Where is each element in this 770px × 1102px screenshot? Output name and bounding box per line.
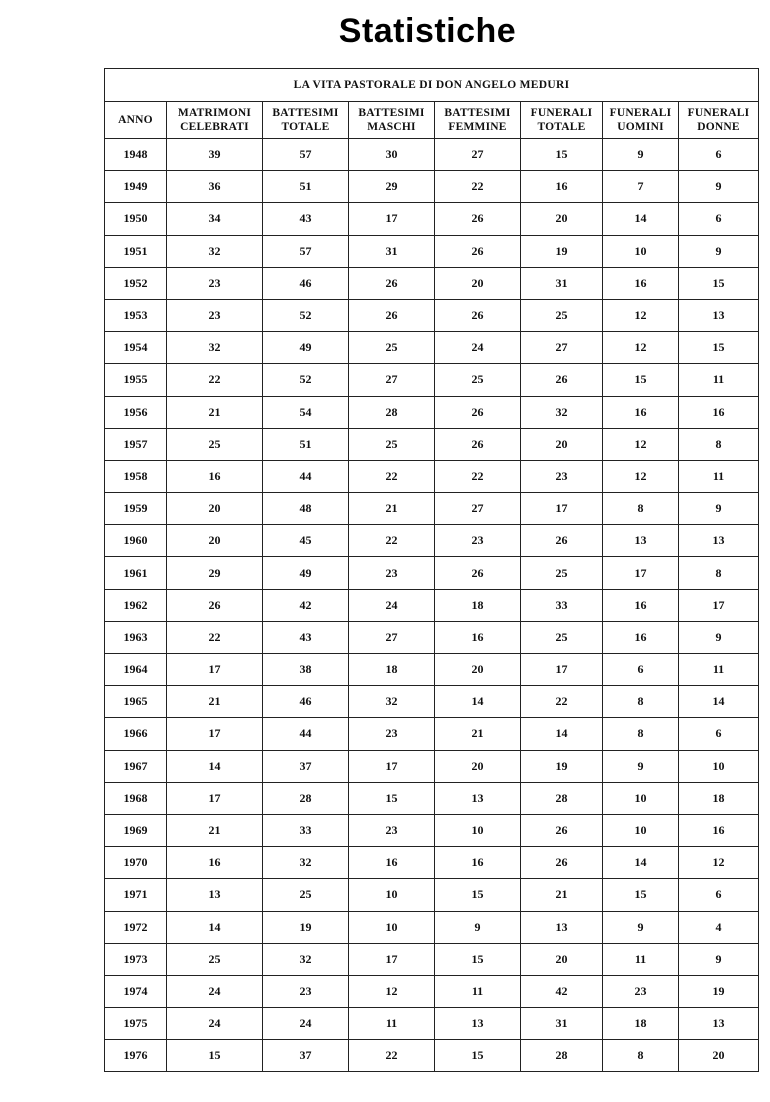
table-cell: 31 <box>521 267 603 299</box>
table-cell: 22 <box>349 460 435 492</box>
table-cell: 8 <box>679 428 759 460</box>
table-cell: 21 <box>167 396 263 428</box>
table-cell: 26 <box>435 235 521 267</box>
table-cell: 23 <box>349 814 435 846</box>
table-cell: 27 <box>349 621 435 653</box>
table-cell: 32 <box>167 332 263 364</box>
table-cell: 19 <box>521 235 603 267</box>
table-cell: 23 <box>167 299 263 331</box>
table-cell: 8 <box>603 686 679 718</box>
table-cell: 27 <box>435 493 521 525</box>
header-battesimi-maschi <box>349 102 435 139</box>
table-cell: 25 <box>167 428 263 460</box>
table-cell: 33 <box>521 589 603 621</box>
table-row <box>105 557 759 589</box>
table-cell: 16 <box>679 396 759 428</box>
table-row <box>105 654 759 686</box>
table-cell: 26 <box>167 589 263 621</box>
table-cell: 17 <box>167 782 263 814</box>
table-cell: 45 <box>263 525 349 557</box>
table-cell: 25 <box>349 332 435 364</box>
table-row <box>105 267 759 299</box>
table-cell: 28 <box>349 396 435 428</box>
table-row <box>105 847 759 879</box>
year-cell: 1962 <box>105 589 167 621</box>
header-line: FUNERALI <box>609 107 672 119</box>
table-header-row <box>105 102 759 139</box>
table-cell: 57 <box>263 235 349 267</box>
table-cell: 22 <box>435 171 521 203</box>
table-cell: 10 <box>349 911 435 943</box>
table-cell: 17 <box>521 654 603 686</box>
table-row <box>105 299 759 331</box>
table-cell: 18 <box>349 654 435 686</box>
table-cell: 15 <box>349 782 435 814</box>
year-cell: 1958 <box>105 460 167 492</box>
table-cell: 23 <box>349 718 435 750</box>
table-cell: 20 <box>521 943 603 975</box>
table-row <box>105 686 759 718</box>
table-row <box>105 332 759 364</box>
table-row <box>105 460 759 492</box>
table-cell: 10 <box>603 782 679 814</box>
table-cell: 24 <box>349 589 435 621</box>
table-cell: 21 <box>435 718 521 750</box>
year-cell: 1967 <box>105 750 167 782</box>
table-cell: 27 <box>349 364 435 396</box>
table-cell: 16 <box>349 847 435 879</box>
table-cell: 16 <box>167 847 263 879</box>
table-row <box>105 879 759 911</box>
year-cell: 1976 <box>105 1040 167 1072</box>
table-cell: 30 <box>349 139 435 171</box>
header-funerali-totale <box>521 102 603 139</box>
table-cell: 27 <box>435 139 521 171</box>
table-cell: 43 <box>263 203 349 235</box>
table-cell: 9 <box>679 493 759 525</box>
table-cell: 12 <box>603 428 679 460</box>
table-cell: 23 <box>603 975 679 1007</box>
table-cell: 25 <box>521 557 603 589</box>
table-cell: 57 <box>263 139 349 171</box>
table-cell: 17 <box>167 718 263 750</box>
table-cell: 13 <box>603 525 679 557</box>
table-cell: 34 <box>167 203 263 235</box>
table-cell: 16 <box>603 396 679 428</box>
table-cell: 10 <box>435 814 521 846</box>
table-cell: 20 <box>435 750 521 782</box>
year-cell: 1953 <box>105 299 167 331</box>
table-cell: 44 <box>263 460 349 492</box>
table-cell: 18 <box>603 1008 679 1040</box>
table-cell: 20 <box>521 203 603 235</box>
table-cell: 12 <box>603 460 679 492</box>
year-cell: 1963 <box>105 621 167 653</box>
year-cell: 1951 <box>105 235 167 267</box>
table-cell: 31 <box>349 235 435 267</box>
table-cell: 13 <box>521 911 603 943</box>
table-cell: 14 <box>521 718 603 750</box>
year-cell: 1955 <box>105 364 167 396</box>
table-cell: 10 <box>603 235 679 267</box>
table-cell: 13 <box>435 1008 521 1040</box>
table-cell: 12 <box>679 847 759 879</box>
table-cell: 28 <box>521 782 603 814</box>
table-cell: 28 <box>263 782 349 814</box>
table-cell: 15 <box>435 879 521 911</box>
table-cell: 44 <box>263 718 349 750</box>
table-cell: 19 <box>679 975 759 1007</box>
table-cell: 16 <box>679 814 759 846</box>
table-cell: 16 <box>603 589 679 621</box>
table-cell: 20 <box>435 267 521 299</box>
table-cell: 6 <box>679 718 759 750</box>
table-cell: 10 <box>679 750 759 782</box>
table-cell: 51 <box>263 171 349 203</box>
table-cell: 15 <box>679 332 759 364</box>
table-cell: 36 <box>167 171 263 203</box>
header-line: TOTALE <box>281 121 330 133</box>
table-cell: 8 <box>603 493 679 525</box>
table-cell: 10 <box>603 814 679 846</box>
table-cell: 29 <box>167 557 263 589</box>
table-cell: 26 <box>521 364 603 396</box>
table-cell: 25 <box>263 879 349 911</box>
table-cell: 26 <box>349 299 435 331</box>
header-line: FEMMINE <box>448 121 507 133</box>
table-cell: 9 <box>679 171 759 203</box>
table-cell: 22 <box>521 686 603 718</box>
table-cell: 42 <box>263 589 349 621</box>
table-cell: 52 <box>263 364 349 396</box>
table-cell: 52 <box>263 299 349 331</box>
table-cell: 22 <box>349 525 435 557</box>
year-cell: 1972 <box>105 911 167 943</box>
table-cell: 9 <box>679 621 759 653</box>
table-cell: 7 <box>603 171 679 203</box>
table-row <box>105 782 759 814</box>
table-cell: 14 <box>603 203 679 235</box>
table-cell: 19 <box>521 750 603 782</box>
table-cell: 23 <box>167 267 263 299</box>
table-cell: 17 <box>521 493 603 525</box>
year-cell: 1956 <box>105 396 167 428</box>
table-row <box>105 975 759 1007</box>
header-line: BATTESIMI <box>358 107 425 119</box>
table-row <box>105 750 759 782</box>
table-cell: 26 <box>349 267 435 299</box>
header-line: FUNERALI <box>530 107 593 119</box>
year-cell: 1964 <box>105 654 167 686</box>
table-cell: 37 <box>263 1040 349 1072</box>
table-body <box>105 139 759 1072</box>
table-cell: 12 <box>603 299 679 331</box>
table-cell: 15 <box>603 364 679 396</box>
table-cell: 14 <box>603 847 679 879</box>
table-cell: 16 <box>435 621 521 653</box>
table-cell: 11 <box>679 460 759 492</box>
table-cell: 46 <box>263 686 349 718</box>
table-cell: 32 <box>521 396 603 428</box>
table-cell: 11 <box>435 975 521 1007</box>
header-line: MATRIMONI <box>177 107 252 119</box>
table-cell: 10 <box>349 879 435 911</box>
table-cell: 16 <box>435 847 521 879</box>
year-cell: 1959 <box>105 493 167 525</box>
table-cell: 12 <box>349 975 435 1007</box>
table-row <box>105 493 759 525</box>
table-cell: 17 <box>603 557 679 589</box>
header-line: MASCHI <box>367 121 416 133</box>
header-line: BATTESIMI <box>272 107 339 119</box>
table-cell: 26 <box>435 203 521 235</box>
table-cell: 12 <box>603 332 679 364</box>
table-cell: 15 <box>435 1040 521 1072</box>
table-cell: 33 <box>263 814 349 846</box>
table-cell: 25 <box>521 621 603 653</box>
table-cell: 17 <box>167 654 263 686</box>
table-cell: 23 <box>435 525 521 557</box>
table-cell: 27 <box>521 332 603 364</box>
table-cell: 11 <box>349 1008 435 1040</box>
year-cell: 1966 <box>105 718 167 750</box>
year-cell: 1965 <box>105 686 167 718</box>
table-cell: 6 <box>679 203 759 235</box>
table-cell: 24 <box>167 975 263 1007</box>
header-line: BATTESIMI <box>444 107 511 119</box>
header-funerali-donne <box>679 102 759 139</box>
table-cell: 23 <box>263 975 349 1007</box>
table-row <box>105 943 759 975</box>
table-cell: 16 <box>603 267 679 299</box>
table-cell: 11 <box>679 364 759 396</box>
table-cell: 14 <box>435 686 521 718</box>
table-cell: 17 <box>349 203 435 235</box>
table-cell: 13 <box>679 1008 759 1040</box>
table-cell: 17 <box>349 943 435 975</box>
table-cell: 39 <box>167 139 263 171</box>
table-cell: 15 <box>167 1040 263 1072</box>
table-cell: 46 <box>263 267 349 299</box>
table-cell: 13 <box>679 299 759 331</box>
table-row <box>105 589 759 621</box>
table-row <box>105 396 759 428</box>
table-cell: 26 <box>435 396 521 428</box>
table-cell: 32 <box>263 847 349 879</box>
table-cell: 19 <box>263 911 349 943</box>
table-cell: 15 <box>679 267 759 299</box>
table-cell: 16 <box>167 460 263 492</box>
table-cell: 26 <box>521 525 603 557</box>
table-row <box>105 428 759 460</box>
table-cell: 22 <box>349 1040 435 1072</box>
table-cell: 49 <box>263 557 349 589</box>
year-cell: 1950 <box>105 203 167 235</box>
year-cell: 1948 <box>105 139 167 171</box>
table-row <box>105 525 759 557</box>
year-cell: 1974 <box>105 975 167 1007</box>
table-cell: 54 <box>263 396 349 428</box>
table-cell: 15 <box>603 879 679 911</box>
table-row <box>105 911 759 943</box>
table-cell: 38 <box>263 654 349 686</box>
table-row <box>105 1040 759 1072</box>
table-row <box>105 621 759 653</box>
table-cell: 18 <box>679 782 759 814</box>
table-cell: 21 <box>167 686 263 718</box>
table-cell: 20 <box>679 1040 759 1072</box>
header-anno <box>105 102 167 139</box>
year-cell: 1973 <box>105 943 167 975</box>
table-cell: 28 <box>521 1040 603 1072</box>
table-cell: 26 <box>521 847 603 879</box>
year-cell: 1949 <box>105 171 167 203</box>
table-cell: 9 <box>679 943 759 975</box>
table-cell: 20 <box>435 654 521 686</box>
year-cell: 1971 <box>105 879 167 911</box>
year-cell: 1969 <box>105 814 167 846</box>
header-line: ANNO <box>118 114 153 126</box>
table-cell: 8 <box>603 1040 679 1072</box>
table-cell: 25 <box>521 299 603 331</box>
table-cell: 42 <box>521 975 603 1007</box>
table-cell: 17 <box>349 750 435 782</box>
header-line: DONNE <box>697 121 740 133</box>
table-cell: 51 <box>263 428 349 460</box>
table-cell: 8 <box>603 718 679 750</box>
table-cell: 22 <box>167 364 263 396</box>
table-cell: 22 <box>435 460 521 492</box>
table-cell: 15 <box>521 139 603 171</box>
year-cell: 1970 <box>105 847 167 879</box>
table-cell: 11 <box>679 654 759 686</box>
table-cell: 9 <box>679 235 759 267</box>
table-caption: LA VITA PASTORALE DI DON ANGELO MEDURI <box>105 69 759 102</box>
table-cell: 32 <box>349 686 435 718</box>
table-cell: 14 <box>167 750 263 782</box>
table-cell: 17 <box>679 589 759 621</box>
table-cell: 9 <box>603 911 679 943</box>
table-cell: 9 <box>435 911 521 943</box>
table-cell: 14 <box>167 911 263 943</box>
year-cell: 1957 <box>105 428 167 460</box>
table-cell: 20 <box>167 525 263 557</box>
table-cell: 37 <box>263 750 349 782</box>
table-cell: 48 <box>263 493 349 525</box>
header-battesimi-femmine <box>435 102 521 139</box>
statistics-table <box>104 68 759 1072</box>
table-cell: 24 <box>263 1008 349 1040</box>
table-row <box>105 139 759 171</box>
header-line: FUNERALI <box>687 107 750 119</box>
year-cell: 1968 <box>105 782 167 814</box>
table-cell: 6 <box>679 879 759 911</box>
table-cell: 9 <box>603 139 679 171</box>
table-row <box>105 235 759 267</box>
table-cell: 21 <box>167 814 263 846</box>
table-cell: 24 <box>435 332 521 364</box>
table-cell: 26 <box>435 299 521 331</box>
year-cell: 1954 <box>105 332 167 364</box>
year-cell: 1952 <box>105 267 167 299</box>
table-row <box>105 1008 759 1040</box>
table-cell: 23 <box>521 460 603 492</box>
header-line: CELEBRATI <box>180 121 249 133</box>
table-cell: 6 <box>679 139 759 171</box>
table-cell: 26 <box>521 814 603 846</box>
page-title: Statistiche <box>338 12 517 50</box>
table-cell: 26 <box>435 557 521 589</box>
table-cell: 13 <box>679 525 759 557</box>
table-cell: 16 <box>521 171 603 203</box>
table-row <box>105 364 759 396</box>
table-cell: 6 <box>603 654 679 686</box>
table-cell: 25 <box>349 428 435 460</box>
table-row <box>105 203 759 235</box>
table-cell: 9 <box>603 750 679 782</box>
table-cell: 32 <box>167 235 263 267</box>
table-cell: 25 <box>167 943 263 975</box>
table-cell: 24 <box>167 1008 263 1040</box>
table-cell: 32 <box>263 943 349 975</box>
table-cell: 20 <box>167 493 263 525</box>
header-matrimoni-celebrati <box>167 102 263 139</box>
year-cell: 1975 <box>105 1008 167 1040</box>
table-cell: 26 <box>435 428 521 460</box>
table-cell: 21 <box>521 879 603 911</box>
header-battesimi-totale <box>263 102 349 139</box>
header-funerali-uomini <box>603 102 679 139</box>
table-cell: 31 <box>521 1008 603 1040</box>
table-cell: 15 <box>435 943 521 975</box>
table-cell: 25 <box>435 364 521 396</box>
table-cell: 49 <box>263 332 349 364</box>
table-row <box>105 718 759 750</box>
table-cell: 11 <box>603 943 679 975</box>
table-cell: 14 <box>679 686 759 718</box>
table-cell: 21 <box>349 493 435 525</box>
table-cell: 13 <box>435 782 521 814</box>
table-cell: 16 <box>603 621 679 653</box>
header-line: UOMINI <box>617 121 664 133</box>
table-cell: 22 <box>167 621 263 653</box>
table-row <box>105 171 759 203</box>
table-cell: 20 <box>521 428 603 460</box>
table-cell: 4 <box>679 911 759 943</box>
table-cell: 8 <box>679 557 759 589</box>
table-cell: 43 <box>263 621 349 653</box>
table-cell: 18 <box>435 589 521 621</box>
table-cell: 23 <box>349 557 435 589</box>
year-cell: 1960 <box>105 525 167 557</box>
year-cell: 1961 <box>105 557 167 589</box>
table-cell: 29 <box>349 171 435 203</box>
header-line: TOTALE <box>537 121 586 133</box>
table-row <box>105 814 759 846</box>
table-cell: 13 <box>167 879 263 911</box>
